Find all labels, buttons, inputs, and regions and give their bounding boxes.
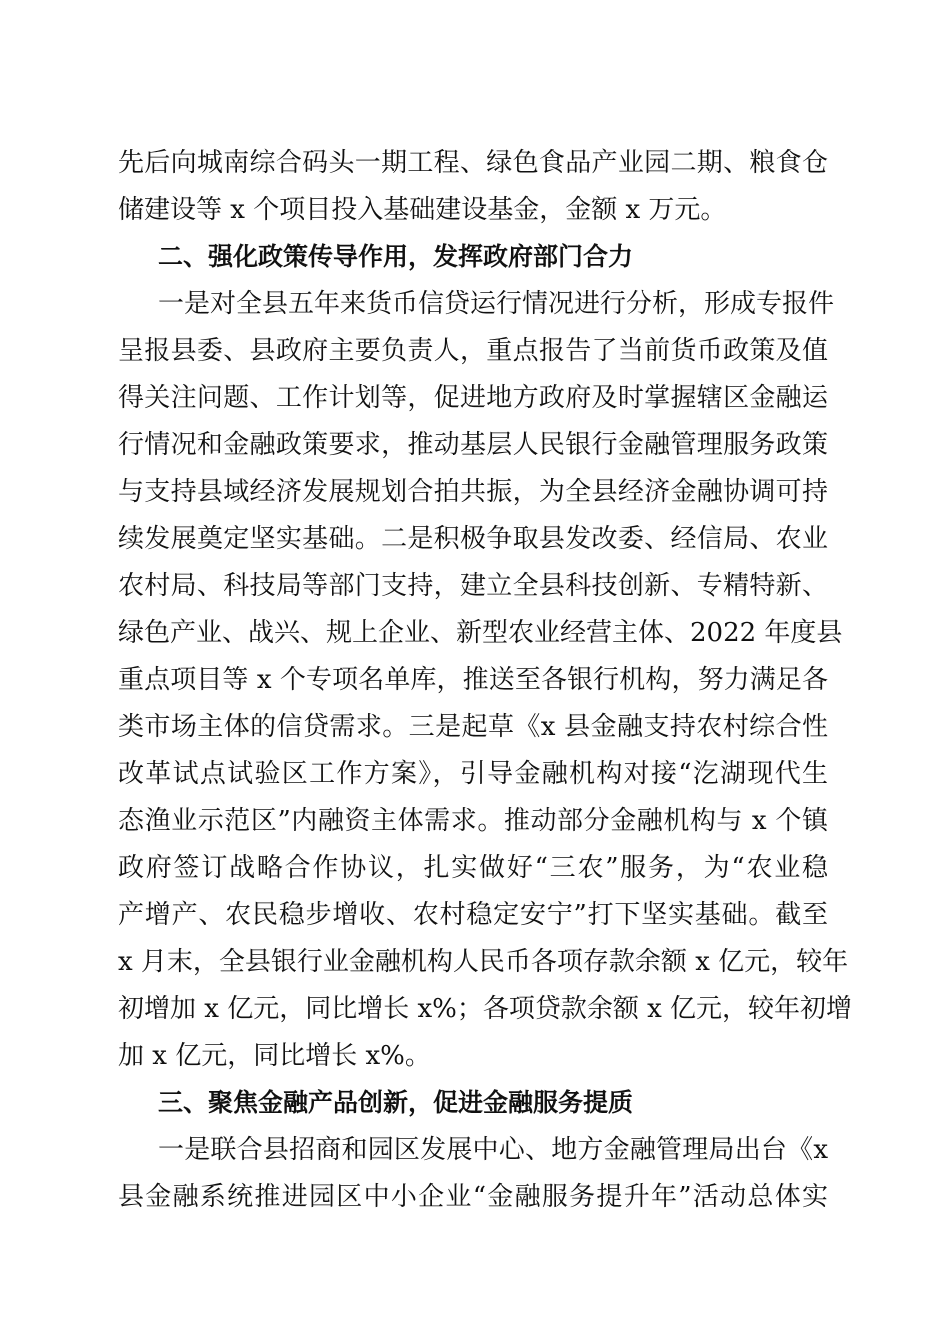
paragraph-line: 行情况和金融政策要求，推动基层人民银行金融管理服务政策 [118,430,828,460]
paragraph-line: 先后向城南综合码头一期工程、绿色食品产业园二期、粮食仓 [118,148,828,178]
paragraph-line: 县金融系统推进园区中小企业“金融服务提升年”活动总体实 [118,1182,828,1212]
paragraph-line: 类市场主体的信贷需求。三是起草《x 县金融支持农村综合性 [118,712,828,742]
paragraph-line: 与支持县域经济发展规划合拍共振，为全县经济金融协调可持 [118,477,828,507]
paragraph-line: 重点项目等 x 个专项名单库，推送至各银行机构，努力满足各 [118,665,828,695]
section-heading-3: 三、聚焦金融产品创新，促进金融服务提质 [158,1088,634,1117]
section-heading-2: 二、强化政策传导作用，发挥政府部门合力 [158,242,634,271]
paragraph-line: 产增产、农民稳步增收、农村稳定安宁”打下坚实基础。截至 [118,900,828,930]
paragraph-line: 加 x 亿元，同比增长 x%。 [118,1041,431,1071]
paragraph-line: 政府签订战略合作协议，扎实做好“三农”服务，为“农业稳 [118,853,828,883]
paragraph-line: 储建设等 x 个项目投入基础建设基金，金额 x 万元。 [118,195,727,225]
paragraph-line: 一是对全县五年来货币信贷运行情况进行分析，形成专报件 [158,289,835,319]
paragraph-line: x 月末，全县银行业金融机构人民币各项存款余额 x 亿元，较年 [118,947,849,977]
paragraph-line: 初增加 x 亿元，同比增长 x%；各项贷款余额 x 亿元，较年初增 [118,994,853,1024]
paragraph-line: 态渔业示范区”内融资主体需求。推动部分金融机构与 x 个镇 [118,806,828,836]
paragraph-line: 呈报县委、县政府主要负责人，重点报告了当前货币政策及值 [118,336,828,366]
paragraph-line: 改革试点试验区工作方案》，引导金融机构对接“汔湖现代生 [118,759,828,789]
paragraph-line: 农村局、科技局等部门支持，建立全县科技创新、专精特新、 [118,571,828,601]
paragraph-line: 绿色产业、战兴、规上企业、新型农业经营主体、2022 年度县 [118,618,843,648]
paragraph-line: 得关注问题、工作计划等，促进地方政府及时掌握辖区金融运 [118,383,828,413]
paragraph-line: 一是联合县招商和园区发展中心、地方金融管理局出台《x [158,1135,828,1165]
paragraph-line: 续发展奠定坚实基础。二是积极争取县发改委、经信局、农业 [118,524,828,554]
